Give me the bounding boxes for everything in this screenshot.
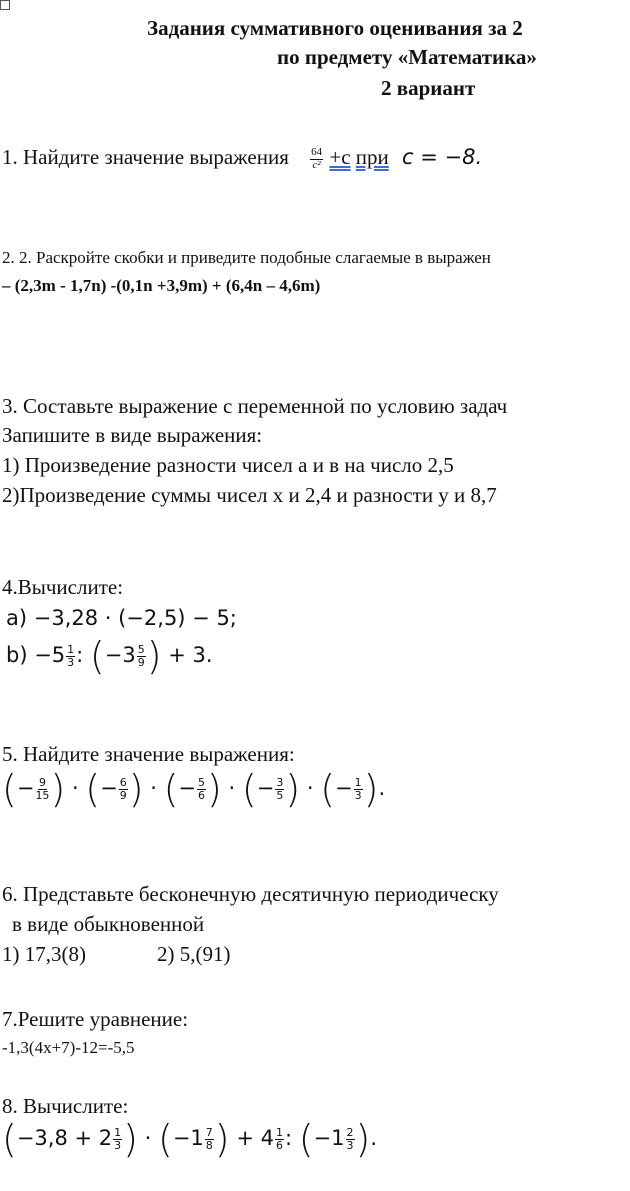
q1-condition: c = −8. xyxy=(402,145,483,169)
q5-frac-den: 5 xyxy=(276,788,284,802)
paren-close: ) xyxy=(123,1117,138,1161)
q7-equation: -1,3(4x+7)-12=-5,5 xyxy=(2,1038,135,1057)
header-line-3: 2 вариант xyxy=(381,76,476,100)
q4-b-colon: : xyxy=(76,643,84,667)
q4-text: 4.Вычислите: xyxy=(2,575,124,599)
multiply-dot: · xyxy=(65,776,86,800)
minus-sign: − xyxy=(16,776,35,800)
q3-text: 3. Составьте выражение с переменной по условию задач xyxy=(2,394,508,418)
q1-fraction xyxy=(310,147,323,171)
q4-b-frac1-den: 3 xyxy=(67,655,75,669)
multiply-dot: · xyxy=(143,776,164,800)
q1 xyxy=(2,145,482,171)
q4-b-frac2 xyxy=(137,644,146,668)
paren-open: ( xyxy=(241,767,257,811)
q4-b-frac2-num: 5 xyxy=(137,642,145,656)
q8-p1: −3,8 + 2 xyxy=(16,1126,113,1150)
q7-text: 7.Решите уравнение: xyxy=(2,1007,189,1031)
paren-open: ( xyxy=(2,767,17,811)
q1-frac-num: 64 xyxy=(311,146,323,159)
q8-expression: (−3,8 + 2 $\frac{1}{3}$ ) · (−1 $\frac{7}{8}$ ) + 4 $\frac{1}{6}$ : (−1 $\frac{2}{3}$ ). xyxy=(2,1117,378,1161)
minus-sign: − xyxy=(178,776,197,800)
q8-p4: : xyxy=(284,1126,293,1150)
q8-frac4-num: 2 xyxy=(346,1125,354,1139)
q3-item-2: 2)Произведение суммы чисел x и 2,4 и разности y и 8,7 xyxy=(2,483,497,507)
q5-fraction xyxy=(35,777,49,801)
paren-close: ) xyxy=(285,767,301,811)
q4-b-frac1 xyxy=(66,644,75,668)
paren-open: ( xyxy=(320,767,336,811)
q4-b-pre: b) −5 xyxy=(6,643,66,667)
q8-frac4 xyxy=(346,1127,355,1151)
period: . xyxy=(378,776,386,800)
q5-frac-num: 6 xyxy=(119,775,127,789)
q8-frac2-den: 8 xyxy=(205,1138,213,1152)
q8-text: 8. Вычислите: xyxy=(2,1094,129,1118)
q5-frac-den: 15 xyxy=(35,788,50,802)
q2-text: 2. 2. Раскройте скобки и приведите подобные слагаемые в выражен xyxy=(2,248,491,267)
header-line-2: по предмету «Математика» xyxy=(277,45,537,69)
q8-frac1-den: 3 xyxy=(114,1138,122,1152)
q5-frac-den: 6 xyxy=(198,788,206,802)
q5-fraction xyxy=(275,777,284,801)
q4-b-post: + 3. xyxy=(168,643,213,667)
paren-close: ) xyxy=(207,767,222,811)
q5-fraction xyxy=(197,777,206,801)
q8-frac3-num: 1 xyxy=(275,1125,283,1139)
paren-open: ( xyxy=(85,767,101,811)
multiply-dot: · xyxy=(221,776,242,800)
q1-pri: при xyxy=(355,145,389,169)
q8-frac2 xyxy=(205,1127,214,1151)
q4-a: а) −3,28 · (−2,5) − 5; xyxy=(6,606,237,630)
minus-sign: − xyxy=(335,776,353,800)
q8-frac3-den: 6 xyxy=(275,1138,283,1152)
q6-text: 6. Представьте бесконечную десятичную периодическу xyxy=(2,882,499,906)
q2-expression: – (2,3m - 1,7n) -(0,1n +3,9m) + (6,4n – 4,6m) xyxy=(2,276,321,295)
paren-open: ( xyxy=(163,767,179,811)
q5-frac-num: 9 xyxy=(38,775,46,789)
q8-p5: −1 xyxy=(313,1126,345,1150)
paren-close: ) xyxy=(146,634,162,678)
q1-plus-c: +с xyxy=(329,145,351,169)
q3-item-1: 1) Произведение разности чисел а и в на число 2,5 xyxy=(2,453,454,477)
multiply-dot: · xyxy=(300,776,321,800)
q8-p2: −1 xyxy=(172,1126,204,1150)
q8-frac1-num: 1 xyxy=(114,1125,122,1139)
q5-expression xyxy=(2,767,386,811)
paren-open: ( xyxy=(2,1117,17,1161)
q8-frac4-den: 3 xyxy=(346,1138,354,1152)
q5-text: 5. Найдите значение выражения: xyxy=(2,742,295,766)
q8-p3: + 4 xyxy=(236,1126,274,1150)
q4-b-inner: −3 xyxy=(104,643,136,667)
q6-subtitle: в виде обыкновенной xyxy=(12,912,205,936)
q4-b-frac1-num: 1 xyxy=(67,642,75,656)
q5-fraction xyxy=(354,777,363,801)
q5-frac-num: 3 xyxy=(276,775,284,789)
q1-frac-den: c² xyxy=(312,158,321,171)
paren-open: ( xyxy=(89,634,105,678)
paren-close: ) xyxy=(214,1117,230,1161)
header-line-1: Задания суммативного оценивания за 2 xyxy=(147,16,523,40)
q5-frac-num: 1 xyxy=(354,775,362,789)
q8-frac1 xyxy=(113,1127,122,1151)
q5-frac-den: 9 xyxy=(119,788,127,802)
q3-subtitle: Запишите в виде выражения: xyxy=(2,423,263,447)
q8-frac3 xyxy=(275,1127,284,1151)
paren-close: ) xyxy=(128,767,144,811)
q6-item-1: 1) 17,3(8) xyxy=(2,942,86,966)
paren-open: ( xyxy=(298,1117,314,1161)
paren-close: ) xyxy=(355,1117,371,1161)
paren-close: ) xyxy=(50,767,66,811)
paren-open: ( xyxy=(158,1117,173,1161)
q8-frac2-num: 7 xyxy=(205,1125,213,1139)
q4-b-frac2-den: 9 xyxy=(137,655,145,669)
minus-sign: − xyxy=(100,776,118,800)
paren-close: ) xyxy=(363,767,379,811)
q1-text: 1. Найдите значение выражения xyxy=(2,145,289,169)
q5-frac-den: 3 xyxy=(354,788,362,802)
q5-fraction xyxy=(119,777,128,801)
minus-sign: − xyxy=(256,776,275,800)
q5-frac-num: 5 xyxy=(198,775,206,789)
q6-item-2: 2) 5,(91) xyxy=(157,942,231,966)
q4-b xyxy=(6,634,213,678)
corner-checkbox[interactable] xyxy=(0,0,10,10)
